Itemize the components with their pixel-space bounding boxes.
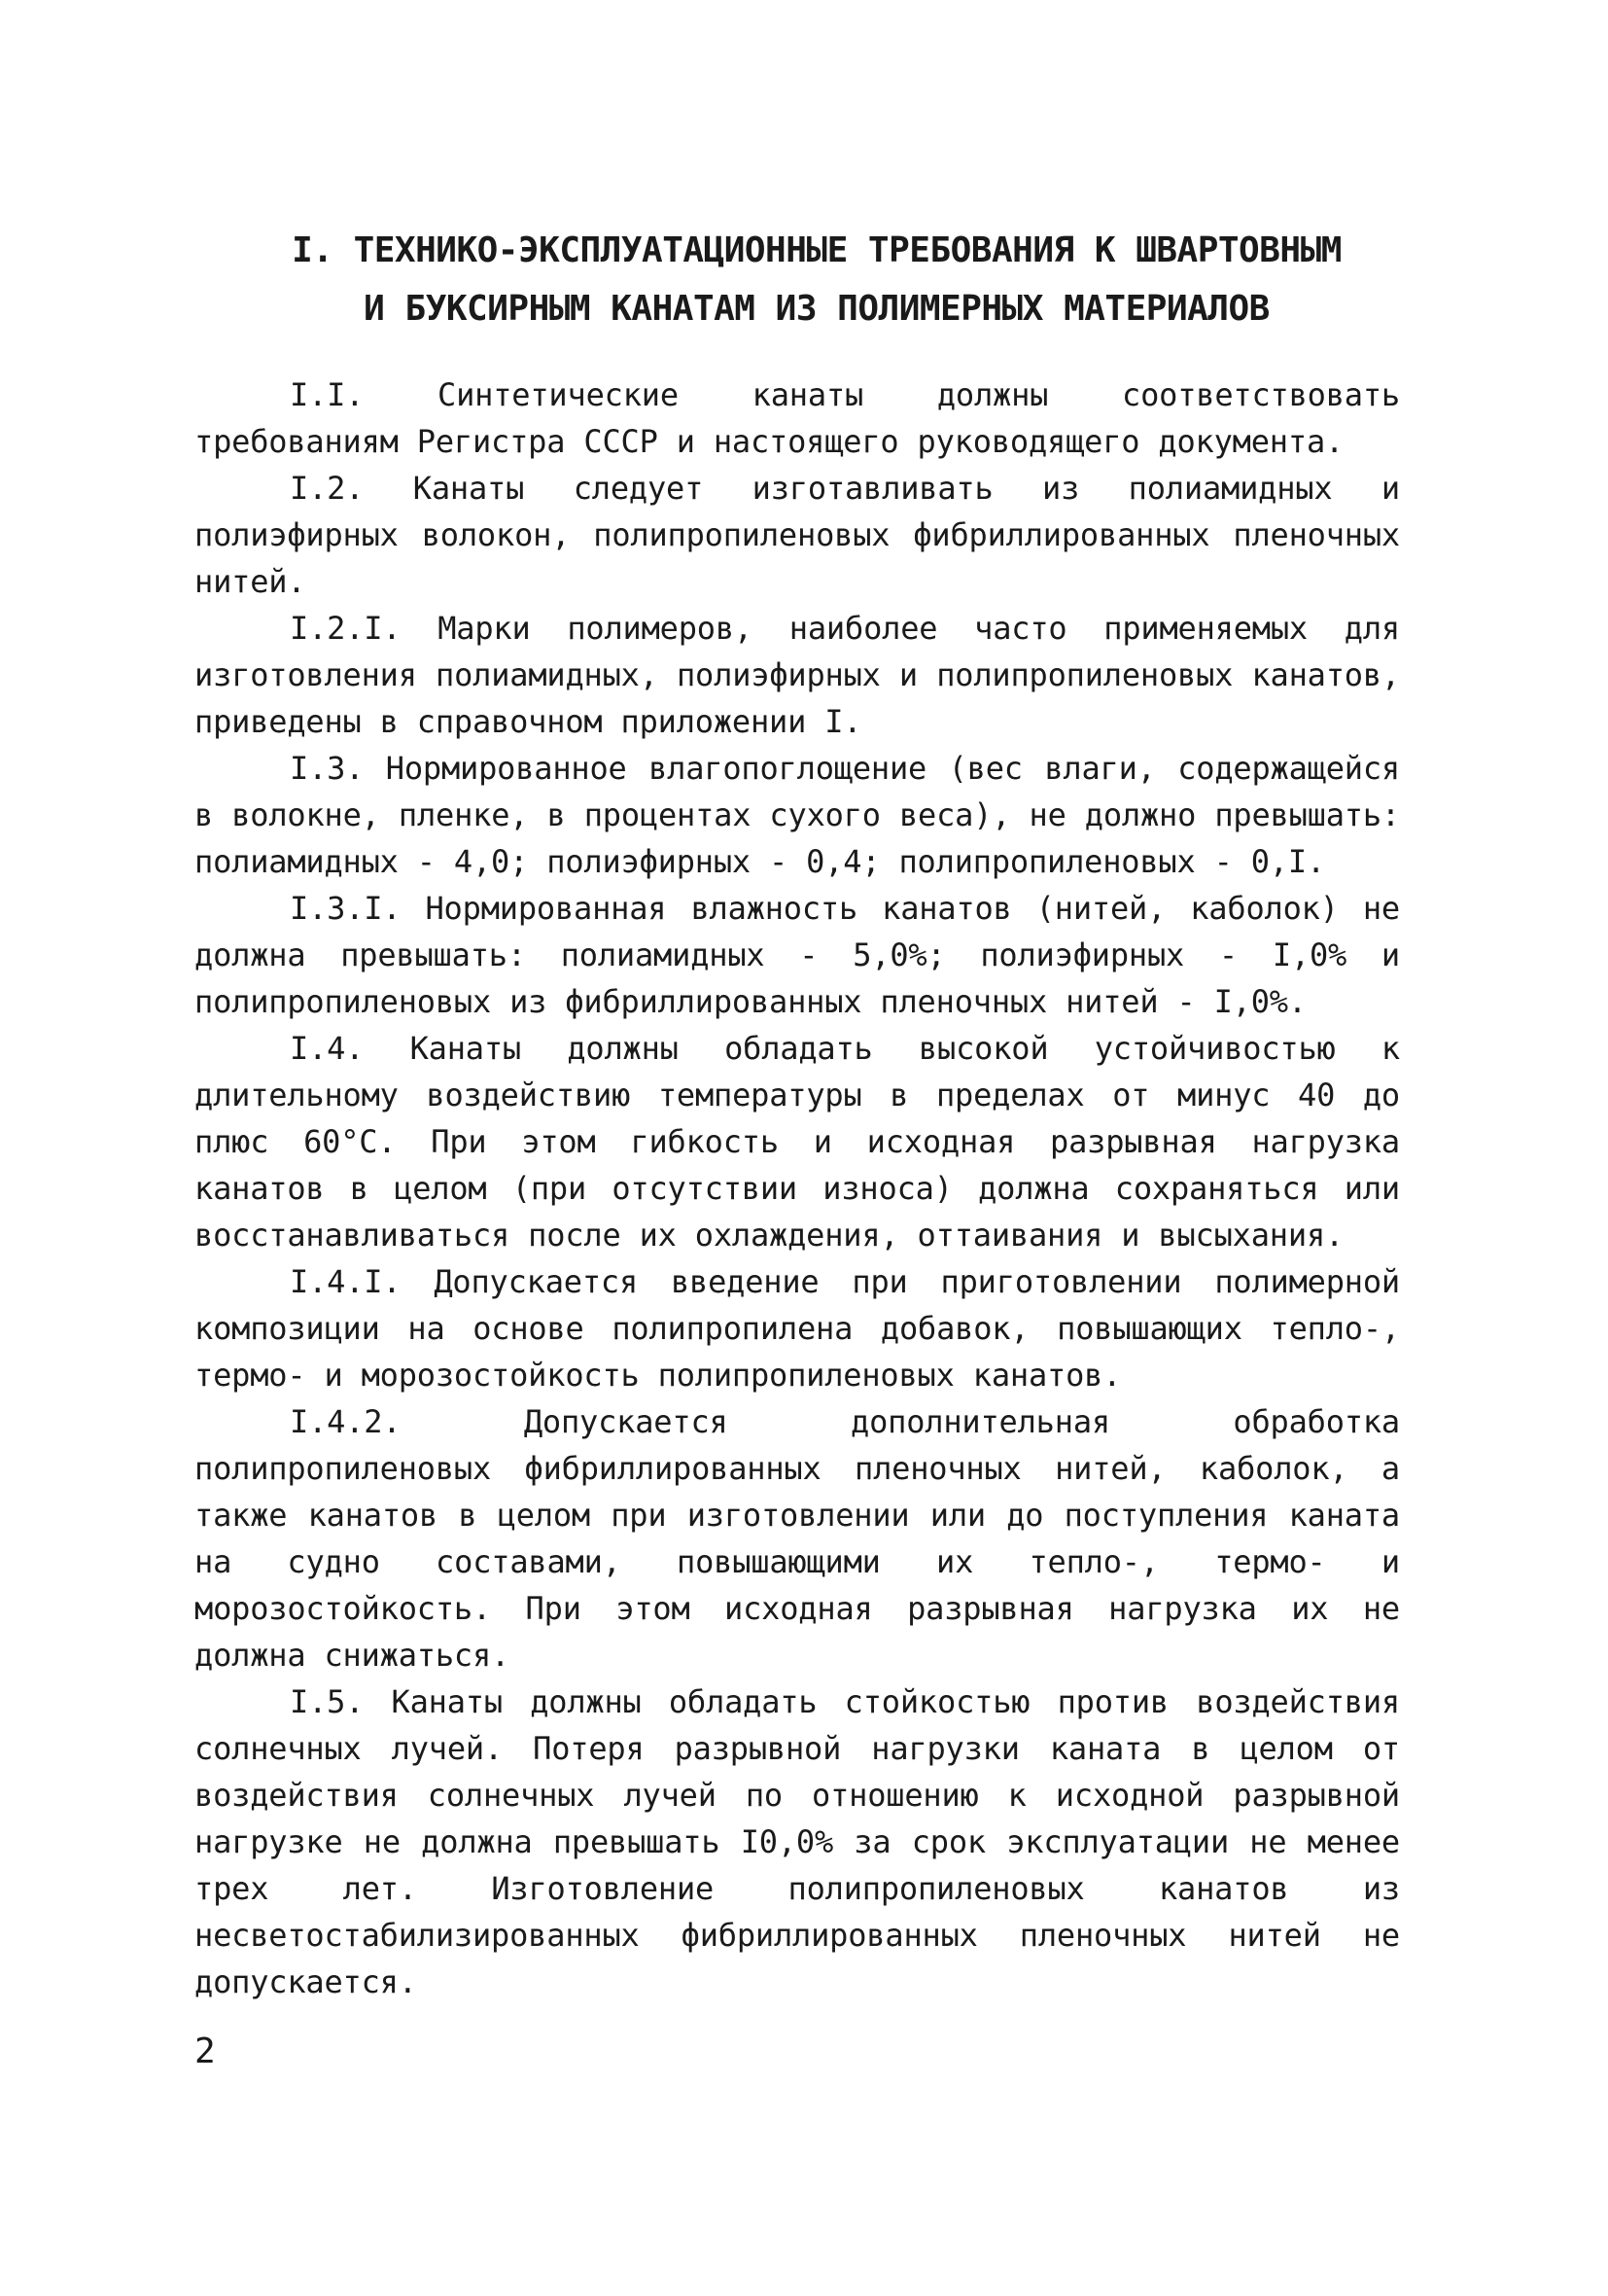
page-number: 2 [194, 2031, 216, 2071]
document-body [194, 371, 1400, 2005]
paragraph-1-3: I.3. Нормированное влагопоглощение (вес влаги, содержащейся в волокне, пленке, в процентах сухого веса), не должно превышать: полиамидных - 4,0; полиэфирных - 0,4; полипропиленовых - 0,I. [194, 750, 1400, 880]
section-title [194, 222, 1439, 338]
paragraph-1-4-1: I.4.I. Допускается введение при приготовлении полимерной композиции на основе полипропилена добавок, повышающих тепло-, термо- и морозостойкость полипропиленовых канатов. [194, 1263, 1400, 1394]
title-line-1: I. ТЕХНИКО-ЭКСПЛУАТАЦИОННЫЕ ТРЕБОВАНИЯ К ШВАРТОВНЫМ [292, 230, 1342, 270]
paragraph-1-4: I.4. Канаты должны обладать высокой устойчивостью к длительному воздействию температуры в пределах от минус 40 до плюс 60°С. При этом гибкость и исходная разрывная нагрузка канатов в целом (при отсутствии износа) должна сохраняться или восстанавливаться после их охлаждения, оттаивания и высыхания. [194, 1030, 1400, 1254]
paragraph-1-4-2: I.4.2. Допускается дополнительная обработка полипропиленовых фибриллированных пленочных нитей, каболок, а также канатов в целом при изготовлении или до поступления каната на судно составами, повышающими их тепло-, термо- и морозостойкость. При этом исходная разрывная нагрузка их не должна снижаться. [194, 1403, 1400, 1674]
paragraph-1-3-1: I.3.I. Нормированная влажность канатов (нитей, каболок) не должна превышать: полиамидных - 5,0%; полиэфирных - I,0% и полипропиленовых из фибриллированных пленочных нитей - I,0%. [194, 890, 1400, 1020]
paragraph-1-2-1: I.2.I. Марки полимеров, наиболее часто применяемых для изготовления полиамидных, полиэфирных и полипропиленовых канатов, приведены в справочном приложении I. [194, 610, 1400, 740]
paragraph-1-2: I.2. Канаты следует изготавливать из полиамидных и полиэфирных волокон, полипропиленовых фибриллированных пленочных нитей. [194, 470, 1400, 600]
title-line-2: И БУКСИРНЫМ КАНАТАМ ИЗ ПОЛИМЕРНЫХ МАТЕРИАЛОВ [364, 289, 1270, 329]
paragraph-1-5: I.5. Канаты должны обладать стойкостью против воздействия солнечных лучей. Потеря разрывной нагрузки каната в целом от воздействия солнечных лучей по отношению к исходной разрывной нагрузке не должна превышать I0,0% за срок эксплуатации не менее трех лет. Изготовление полипропиленовых канатов из несветостабилизированных фибриллированных пленочных нитей не допускается. [194, 1683, 1400, 2000]
paragraph-1-1: I.I. Синтетические канаты должны соответствовать требованиям Регистра СССР и настоящего руководящего документа. [194, 376, 1400, 460]
